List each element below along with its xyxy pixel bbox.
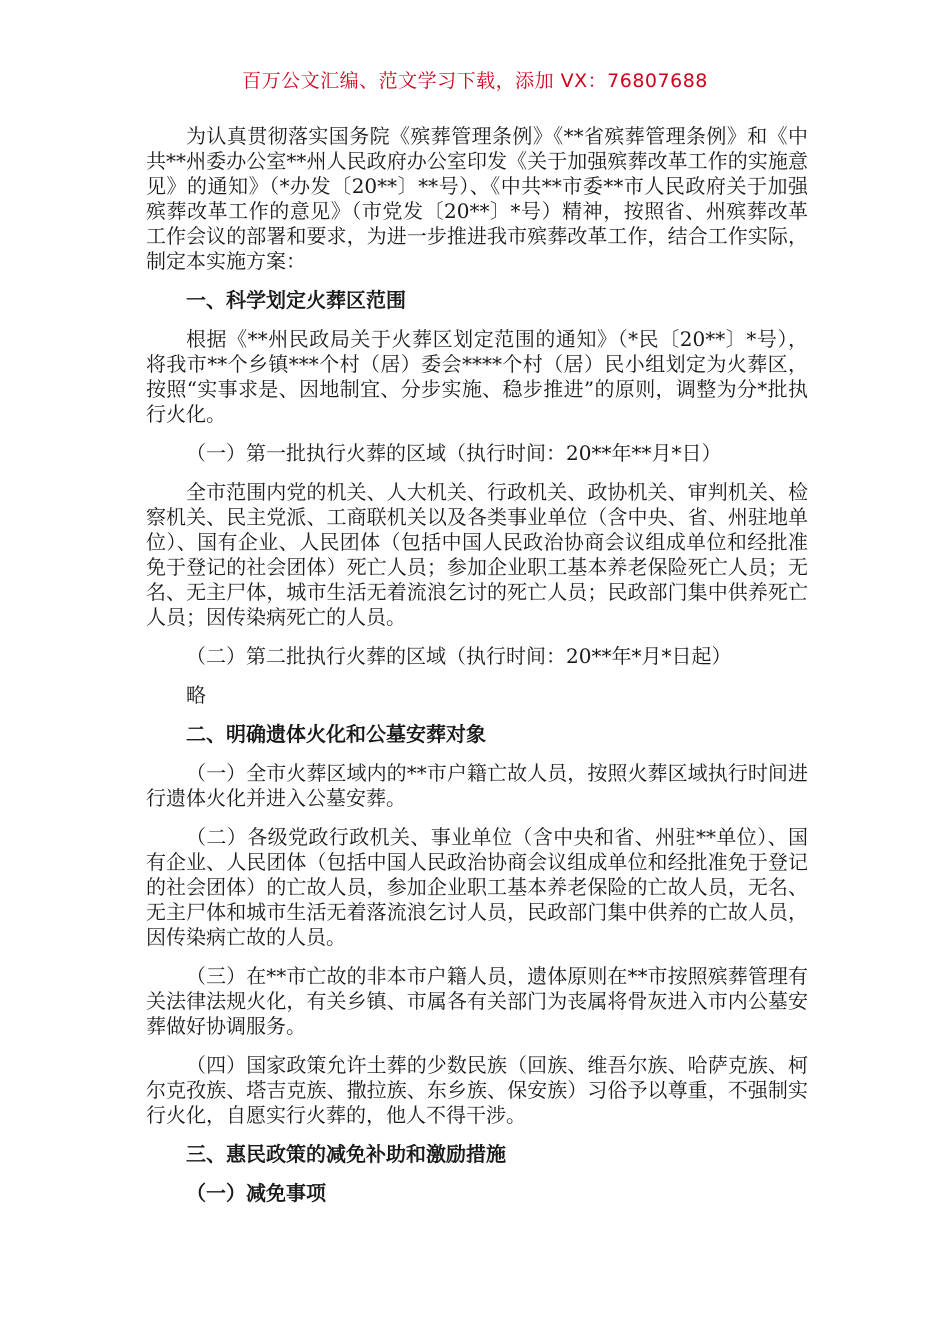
section-1-sub-2-title: （二）第二批执行火葬的区域（执行时间：20**年*月*日起）	[186, 644, 732, 668]
section-2-item: （四）国家政策允许土葬的少数民族（回族、维吾尔族、哈萨克族、柯尔克孜族、塔吉克族、撒拉族、东乡族、保安族）习俗予以尊重，不强制实行火化，自愿实行火葬的，他人不得干涉。	[146, 1053, 808, 1127]
section-2-heading: 二、明确遗体火化和公墓安葬对象	[186, 722, 486, 746]
watermark-banner: 百万公文汇编、范文学习下载，添加 VX：76807688	[242, 70, 708, 92]
section-2-item: （三）在**市亡故的非本市户籍人员，遗体原则在**市按照殡葬管理有关法律法规火化，有关乡镇、市属各有关部门为丧属将骨灰进入市内公墓安葬做好协调服务。	[146, 964, 808, 1038]
section-1-heading: 一、科学划定火葬区范围	[186, 288, 406, 312]
document-body	[146, 124, 808, 1206]
section-3-sub-1-title: （一）减免事项	[186, 1181, 326, 1205]
section-1-sub-2-body: 略	[186, 683, 206, 707]
section-3-heading: 三、惠民政策的减免补助和激励措施	[186, 1142, 506, 1166]
intro-paragraph: 为认真贯彻落实国务院《殡葬管理条例》《**省殡葬管理条例》和《中共**州委办公室**州人民政府办公室印发《关于加强殡葬改革工作的实施意见》的通知》（*办发〔20**〕**号）、《中共**市委**市人民政府关于加强殡葬改革工作的意见》（市党发〔20**〕*号）精神，按照省、州殡葬改革工作会议的部署和要求，为进一步推进我市殡葬改革工作，结合工作实际，制定本实施方案：	[146, 124, 808, 273]
section-1-body: 根据《**州民政局关于火葬区划定范围的通知》（*民〔20**〕*号），将我市**个乡镇***个村（居）委会****个村（居）民小组划定为火葬区，按照“实事求是、因地制宜、分步实施、稳步推进”的原则，调整为分*批执行火化。	[146, 327, 808, 426]
section-2-item: （一）全市火葬区域内的**市户籍亡故人员，按照火葬区域执行时间进行遗体火化并进入公墓安葬。	[146, 761, 808, 810]
section-1-sub-1-body: 全市范围内党的机关、人大机关、行政机关、政协机关、审判机关、检察机关、民主党派、工商联机关以及各类事业单位（含中央、省、州驻地单位）、国有企业、人民团体（包括中国人民政治协商会议组成单位和经批准免于登记的社会团体）死亡人员；参加企业职工基本养老保险死亡人员；无名、无主尸体，城市生活无着流浪乞讨的死亡人员；民政部门集中供养死亡人员；因传染病死亡的人员。	[146, 480, 808, 629]
section-1-sub-1-title: （一）第一批执行火葬的区域（执行时间：20**年**月*日）	[186, 441, 722, 465]
section-2-item: （二）各级党政行政机关、事业单位（含中央和省、州驻**单位）、国有企业、人民团体（包括中国人民政治协商会议组成单位和经批准免于登记的社会团体）的亡故人员，参加企业职工基本养老保险的亡故人员，无名、无主尸体和城市生活无着落流浪乞讨人员，民政部门集中供养的亡故人员，因传染病亡故的人员。	[146, 825, 808, 949]
